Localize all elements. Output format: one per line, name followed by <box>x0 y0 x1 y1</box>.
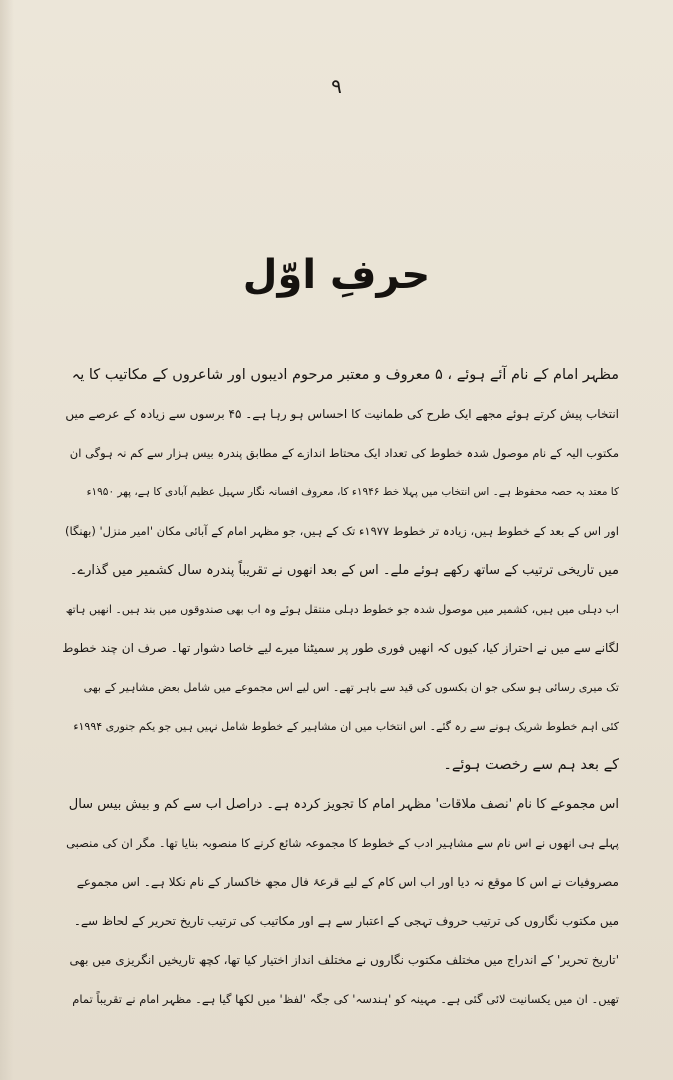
text-line: مظہر امام کے نام آئے ہوئے ، ۵ معروف و معتبر مرحوم ادیبوں اور شاعروں کے مکاتیب کا یہ <box>71 367 619 383</box>
text-line: کا معتد بہ حصہ محفوظ ہے۔ اس انتخاب میں پہلا خط ۱۹۴۶ء کا، معروف افسانہ نگار سہیل عظیم آبادی کا ہے، پھر ۱۹۵۰ء <box>86 486 619 498</box>
text-line: مصروفیات نے اس کا موقع نہ دیا اور اب اس کام کے لیے قرعۂ فال مجھ خاکسار کے نام نکلا ہے۔ اس مجموعے <box>76 875 619 889</box>
chapter-title: حرفِ اوّل <box>242 252 431 298</box>
text-line: اس مجموعے کا نام 'نصف ملاقات' مظہر امام کا تجویز کردہ ہے۔ دراصل اب سے کم و بیش بیس سال <box>68 797 619 812</box>
text-line: لگانے سے میں نے احتراز کیا، کیوں کہ انھیں فوری طور پر سمیٹنا میرے لیے خاصا دشوار تھا۔ صرف ان چند خطوط <box>62 641 619 655</box>
text-line: مکتوب الیہ کے نام موصول شدہ خطوط کی تعداد ایک محتاط اندازے کے مطابق پندرہ بیس ہزار سے کم نہ ہوگی ان <box>69 446 619 460</box>
text-line: اب دہلی میں ہیں، کشمیر میں موصول شدہ جو خطوط دہلی منتقل ہوئے وہ اب بھی صندوقوں میں بند ہیں۔ انھیں ہاتھ <box>65 603 619 616</box>
text-line: انتخاب پیش کرتے ہوئے مجھے ایک طرح کی طمانیت کا احساس ہو رہا ہے۔ ۴۵ برسوں سے زیادہ کے عرصے میں <box>65 407 619 421</box>
body-text <box>62 356 619 1019</box>
page-number: ۹ <box>331 74 342 98</box>
text-line: کے بعد ہم سے رخصت ہوئے۔ <box>443 757 619 773</box>
page-edge-shadow <box>0 0 14 1080</box>
text-line: تھیں۔ ان میں یکسانیت لائی گئی ہے۔ مہینہ کو 'ہندسہ' کی جگہ 'لفظ' میں لکھا گیا ہے۔ مظہر امام نے تقریباً تمام <box>72 992 619 1006</box>
paragraph-2 <box>62 785 619 1019</box>
text-line: میں مکتوب نگاروں کی ترتیب حروف تہجی کے اعتبار سے ہے اور مکاتیب کی ترتیب تاریخ تحریر کے لحاظ سے۔ <box>73 914 619 928</box>
text-line: تک میری رسائی ہو سکی جو ان بکسوں کی قید سے باہر تھے۔ اس لیے اس مجموعے میں شامل بعض مشاہیر کے بھی <box>83 681 619 694</box>
paragraph-1 <box>62 356 619 785</box>
text-line: اور اس کے بعد کے خطوط ہیں، زیادہ تر خطوط ۱۹۷۷ء تک کے ہیں، جو مظہر امام کے آبائی مکان 'امیر منزل' (بھنگا) <box>65 524 619 538</box>
text-line: 'تاریخ تحریر' کے اندراج میں مختلف مکتوب نگاروں نے مختلف انداز اختیار کیا تھا، کچھ تاریخیں انگریزی میں بھی <box>69 953 619 967</box>
text-line: کئی اہم خطوط شریک ہونے سے رہ گئے۔ اس انتخاب میں ان مشاہیر کے خطوط شامل نہیں ہیں جو یکم جنوری ۱۹۹۴ء <box>73 720 619 733</box>
text-line: میں تاریخی ترتیب کے ساتھ رکھے ہوئے ملے۔ اس کے بعد انھوں نے تقریباً پندرہ سال کشمیر میں گذارے۔ <box>69 563 619 578</box>
text-line: پہلے ہی انھوں نے اس نام سے مشاہیر ادب کے خطوط کا مجموعہ شائع کرنے کا منصوبہ بنایا تھا۔ مگر ان کی منصبی <box>66 836 619 850</box>
